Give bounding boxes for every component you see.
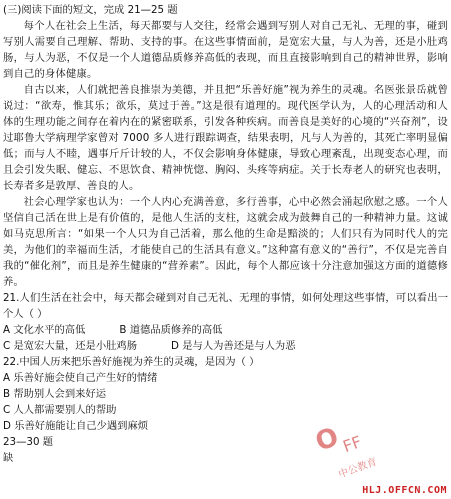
svg-text:O: O (311, 422, 343, 458)
option-c: C 是宽宏大量，还是小肚鸡肠 (3, 340, 138, 352)
site-url-label: HLJ.OFFCN.COM (362, 485, 447, 496)
option-c: C 人人都需要别人的帮助 (3, 404, 117, 416)
question-22 (3, 354, 448, 434)
document-page (3, 2, 448, 466)
footer-note-missing: 缺 (3, 452, 14, 464)
passage-paragraph-3: 社会心理学家也认为：一个人内心充满善意，多行善事，心中必然会涌起欣慰之感。一个人坚信自己活在世上是有价值的，是他人生活的支柱，这就会成为鼓舞自己的一种精神力量。这诚如马克思所言：“如果一个人只为自己活着，那么他的生命是黯淡的；人们只有为同时代人的完美，为他们的幸福而生活，才能使自己的生活具有意义。”这种富有意义的“善行”，不仅是完善自我的“催化剂”，而且是养生健康的“营养素”。因此，每个人都应该十分注意加强这方面的道德修养。 (3, 196, 448, 288)
option-a: A 文化水平的高低 (3, 324, 86, 336)
option-d: D 乐善好施能让自己少遇到麻烦 (3, 420, 149, 432)
option-d: D 是与人为善还是与人为恶 (171, 340, 296, 352)
option-a: A 乐善好施会使自己产生好的情绪 (3, 372, 158, 384)
svg-text:中公教育: 中公教育 (337, 456, 379, 481)
section-heading: (三)阅读下面的短文，完成 21—25 题 (3, 4, 178, 16)
passage-paragraph-2: 自古以来，人们就把善良推崇为美德，并且把“乐善好施”视为养生的灵魂。名医张景岳就曾说过：“欲寿，惟其乐；欲乐，莫过于善。”这是很有道理的。现代医学认为，人的心理活动和人体的生理功能之间存在着内在的紧密联系，引发各种疾病。而善良是美好的心境的“兴奋剂”，设过耶鲁大学病理学家曾对 7000 多人进行跟踪调查，结果表明，凡与人为善的，其死亡率明显偏低；而与人不睦，遇事斤斤计较的人，不仅会影响身体健康，导致心理紊乱，出现变态心理，而且会引发失眠、健忘、不思饮食、精神恍惚、胸闷、头疼等病症。关于长寿老人的研究也表明，长寿者多是敦厚、善良的人。 (3, 84, 448, 192)
question-stem: 22.中国人历来把乐善好施视为养生的灵魂，是因为（ ） (3, 356, 260, 368)
option-b: B 帮助别人会到来好运 (3, 388, 107, 400)
svg-text:FF: FF (340, 431, 365, 457)
option-row (3, 322, 448, 338)
option-b: B 道德品质修养的高低 (119, 324, 223, 336)
footer-note-range: 23—30 题 (3, 436, 54, 448)
passage-paragraph-1: 每个人在社会上生活，每天都要与人交往，经常会遇到写别人对自己无礼、无理的事，碰到写别人需要自己理解、帮助、支持的事。在这些事情面前，是宽宏大量，与人为善，还是小肚鸡肠，与人为恶，不仅是一个人道德品质修养高低的表现，而且直接影响到自己的精神世界，影响到自己的身体健康。 (3, 20, 448, 80)
question-21 (3, 290, 448, 354)
option-row (3, 338, 448, 354)
question-stem: 21.人们生活在社会中，每天都会碰到对自己无礼、无理的事情，如何处理这些事情，可以看出一个人（ ） (3, 292, 448, 320)
